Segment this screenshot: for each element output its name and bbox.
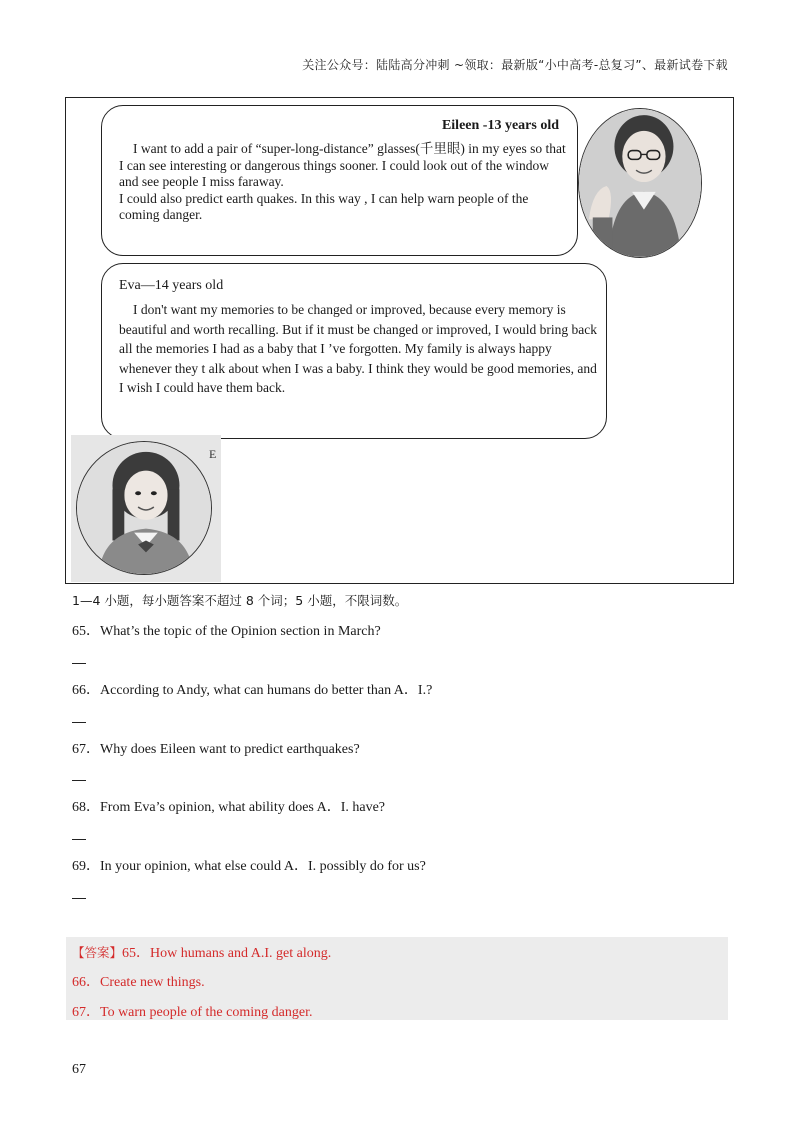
eva-speaker-label: Eva—14 years old [119,278,224,293]
answer-blank-66[interactable] [72,722,86,723]
page-number: 67 [72,1062,86,1077]
answer-blank-67[interactable] [72,780,86,781]
eileen-quote-paragraph-1: I want to add a pair of “super-long-distance” glasses(千里眼) in my eyes so that I can see interesting or dangerous things sooner. I could look out of the window and see people I miss faraway. [119,141,566,189]
eileen-quote [119,141,569,224]
answer-blank-69[interactable] [72,898,86,899]
eileen-speaker-label: Eileen -13 years old [441,118,559,133]
eileen-quote-paragraph-2: I could also predict earth quakes. In this way , I can help warn people of the coming danger. [119,190,529,222]
eva-photo [76,441,212,575]
eva-quote-paragraph: I don't want my memories to be changed or improved, because every memory is beautiful and worth recalling. But if it must be changed or improved, I would bring back all the memories I had as a baby that I ’ve forgotten. My family is always happy whenever they t alk about when I was a baby. I think they would be good memories, and I wish I could have them back. [119,302,598,395]
question-68: 68．From Eva’s opinion, what ability does A．I. have? [72,800,386,815]
header-note: 关注公众号：陆陆高分冲刺 ~领取：最新版“小中高考-总复习”、最新试卷下载 [302,58,728,72]
corner-letter-marker: E [209,447,217,461]
question-67: 67．Why does Eileen want to predict earthquakes? [72,742,360,757]
question-66: 66．According to Andy, what can humans do better than A．I.? [72,683,433,698]
answer-65: 65．How humans and A.I. get along. [122,946,332,961]
eileen-photo [578,108,702,258]
eva-portrait-illustration [77,442,211,574]
instructions: 1—4 小题，每小题答案不超过 8 个词；5 小题，不限词数。 [72,593,408,608]
answer-tag: 【答案】 [72,945,123,960]
reading-figure [65,97,734,584]
eileen-portrait-illustration [579,109,701,257]
answer-67: 67．To warn people of the coming danger. [72,1005,313,1020]
answer-key-line-1 [72,942,331,962]
eva-quote [119,300,597,398]
answer-blank-68[interactable] [72,839,86,840]
answer-66: 66．Create new things. [72,975,205,990]
answer-blank-65[interactable] [72,663,86,664]
question-69: 69．In your opinion, what else could A．I. possibly do for us? [72,859,426,874]
eileen-speech-bubble [101,105,578,256]
eva-speech-bubble [101,263,607,439]
question-65: 65．What’s the topic of the Opinion section in March? [72,624,381,639]
answer-key-box [66,937,728,1020]
